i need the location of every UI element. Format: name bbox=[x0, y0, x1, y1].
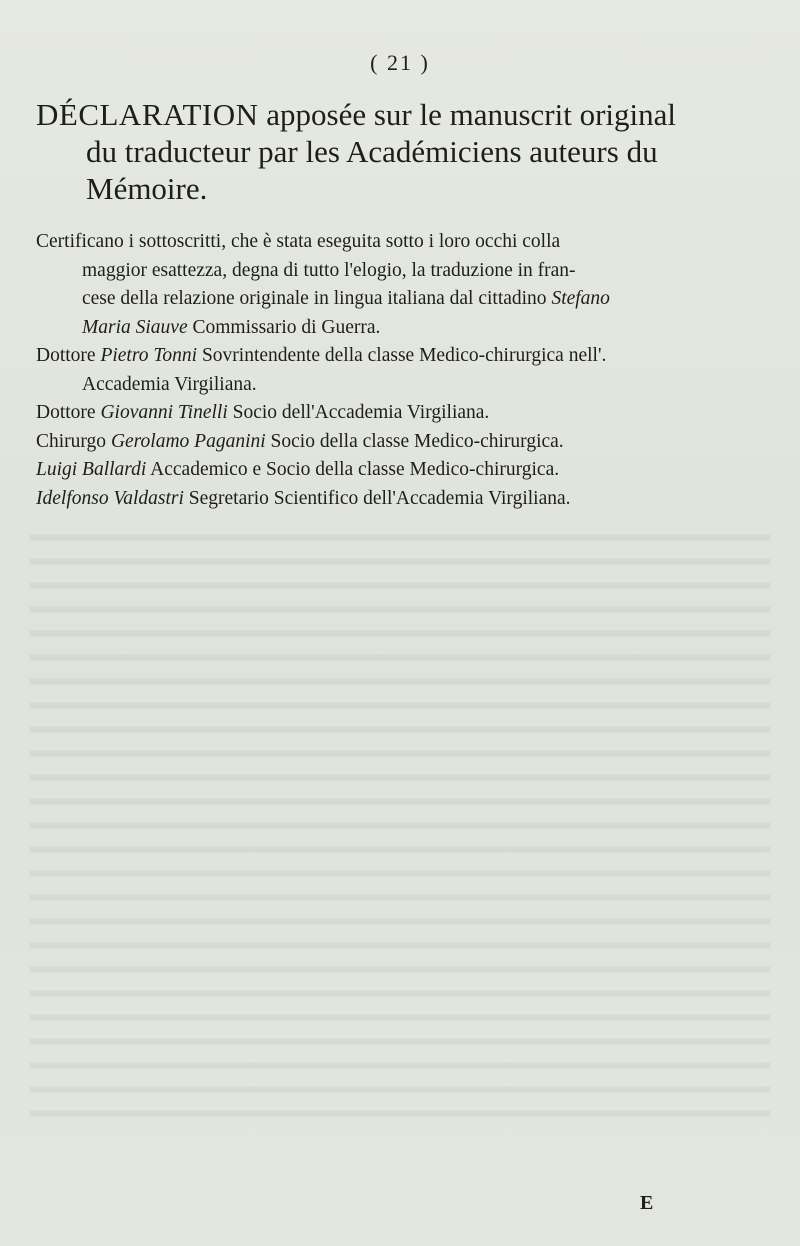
signatory-name: Idelfonso Valdastri bbox=[36, 487, 184, 509]
signature-mark: E bbox=[640, 1192, 654, 1214]
certification-line-4 bbox=[36, 314, 756, 343]
heading-line-1-rest: apposée sur le manuscrit original bbox=[258, 97, 677, 132]
signatory-entry bbox=[36, 399, 756, 428]
signatory-title: Dottore bbox=[36, 345, 101, 366]
signatory-entry bbox=[36, 428, 756, 457]
certification-line-3-text: cese della relazione originale in lingua italiana dal cittadino bbox=[82, 288, 552, 309]
signatory-entry bbox=[36, 485, 756, 514]
heading-line-1 bbox=[36, 96, 756, 133]
signatory-title: Dottore bbox=[36, 402, 101, 423]
signatory-title: Chirurgo bbox=[36, 430, 111, 452]
certification-line-3 bbox=[36, 285, 756, 314]
signatory-role: Sovrintendente della classe Medico-chirurgica nell'. bbox=[197, 345, 607, 366]
signatory-line bbox=[36, 399, 756, 428]
translator-name: Maria Siauve bbox=[82, 316, 188, 338]
heading-caps: DÉCLARATION bbox=[36, 97, 259, 132]
certification-line-1-text: Certificano i sottoscritti, che è stata eseguita sotto i loro occhi colla bbox=[36, 231, 561, 252]
signatory-role: Socio dell'Accademia Virgiliana. bbox=[227, 402, 490, 423]
signatory-name: Gerolamo Paganini bbox=[110, 430, 266, 452]
signatory-line bbox=[36, 456, 756, 485]
signatory-role: Segretario Scientifico dell'Accademia Virgiliana. bbox=[183, 487, 571, 509]
certification-line-1 bbox=[36, 228, 756, 257]
signatory-line bbox=[36, 485, 756, 514]
signatory-role: Accademico e Socio della classe Medico-chirurgica. bbox=[146, 459, 560, 480]
signatory-line bbox=[36, 428, 756, 457]
signatory-entry bbox=[36, 456, 756, 485]
declaration-heading bbox=[36, 96, 756, 207]
signatory-role: Socio della classe Medico-chirurgica. bbox=[265, 430, 564, 452]
heading-line-2: du traducteur par les Académiciens auteurs du bbox=[86, 134, 658, 169]
translator-first-name: Stefano bbox=[551, 288, 610, 309]
certification-body bbox=[36, 228, 756, 513]
certification-line-2: maggior esattezza, degna di tutto l'elogio, la traduzione in fran- bbox=[82, 259, 576, 281]
certification-paragraph bbox=[36, 228, 756, 342]
heading-line-3: Mémoire. bbox=[86, 171, 208, 206]
page-number: ( 21 ) bbox=[370, 50, 430, 75]
signatory-name: Pietro Tonni bbox=[100, 345, 198, 366]
signatory-name: Giovanni Tinelli bbox=[100, 402, 228, 423]
signatory-name: Luigi Ballardi bbox=[36, 459, 147, 480]
bleed-through-texture bbox=[30, 520, 770, 1120]
signatory-entry bbox=[36, 342, 756, 399]
translator-role: Commissario di Guerra. bbox=[187, 316, 381, 338]
signatory-role-continued: Accademia Virgiliana. bbox=[82, 373, 257, 395]
signatory-line bbox=[36, 342, 756, 371]
